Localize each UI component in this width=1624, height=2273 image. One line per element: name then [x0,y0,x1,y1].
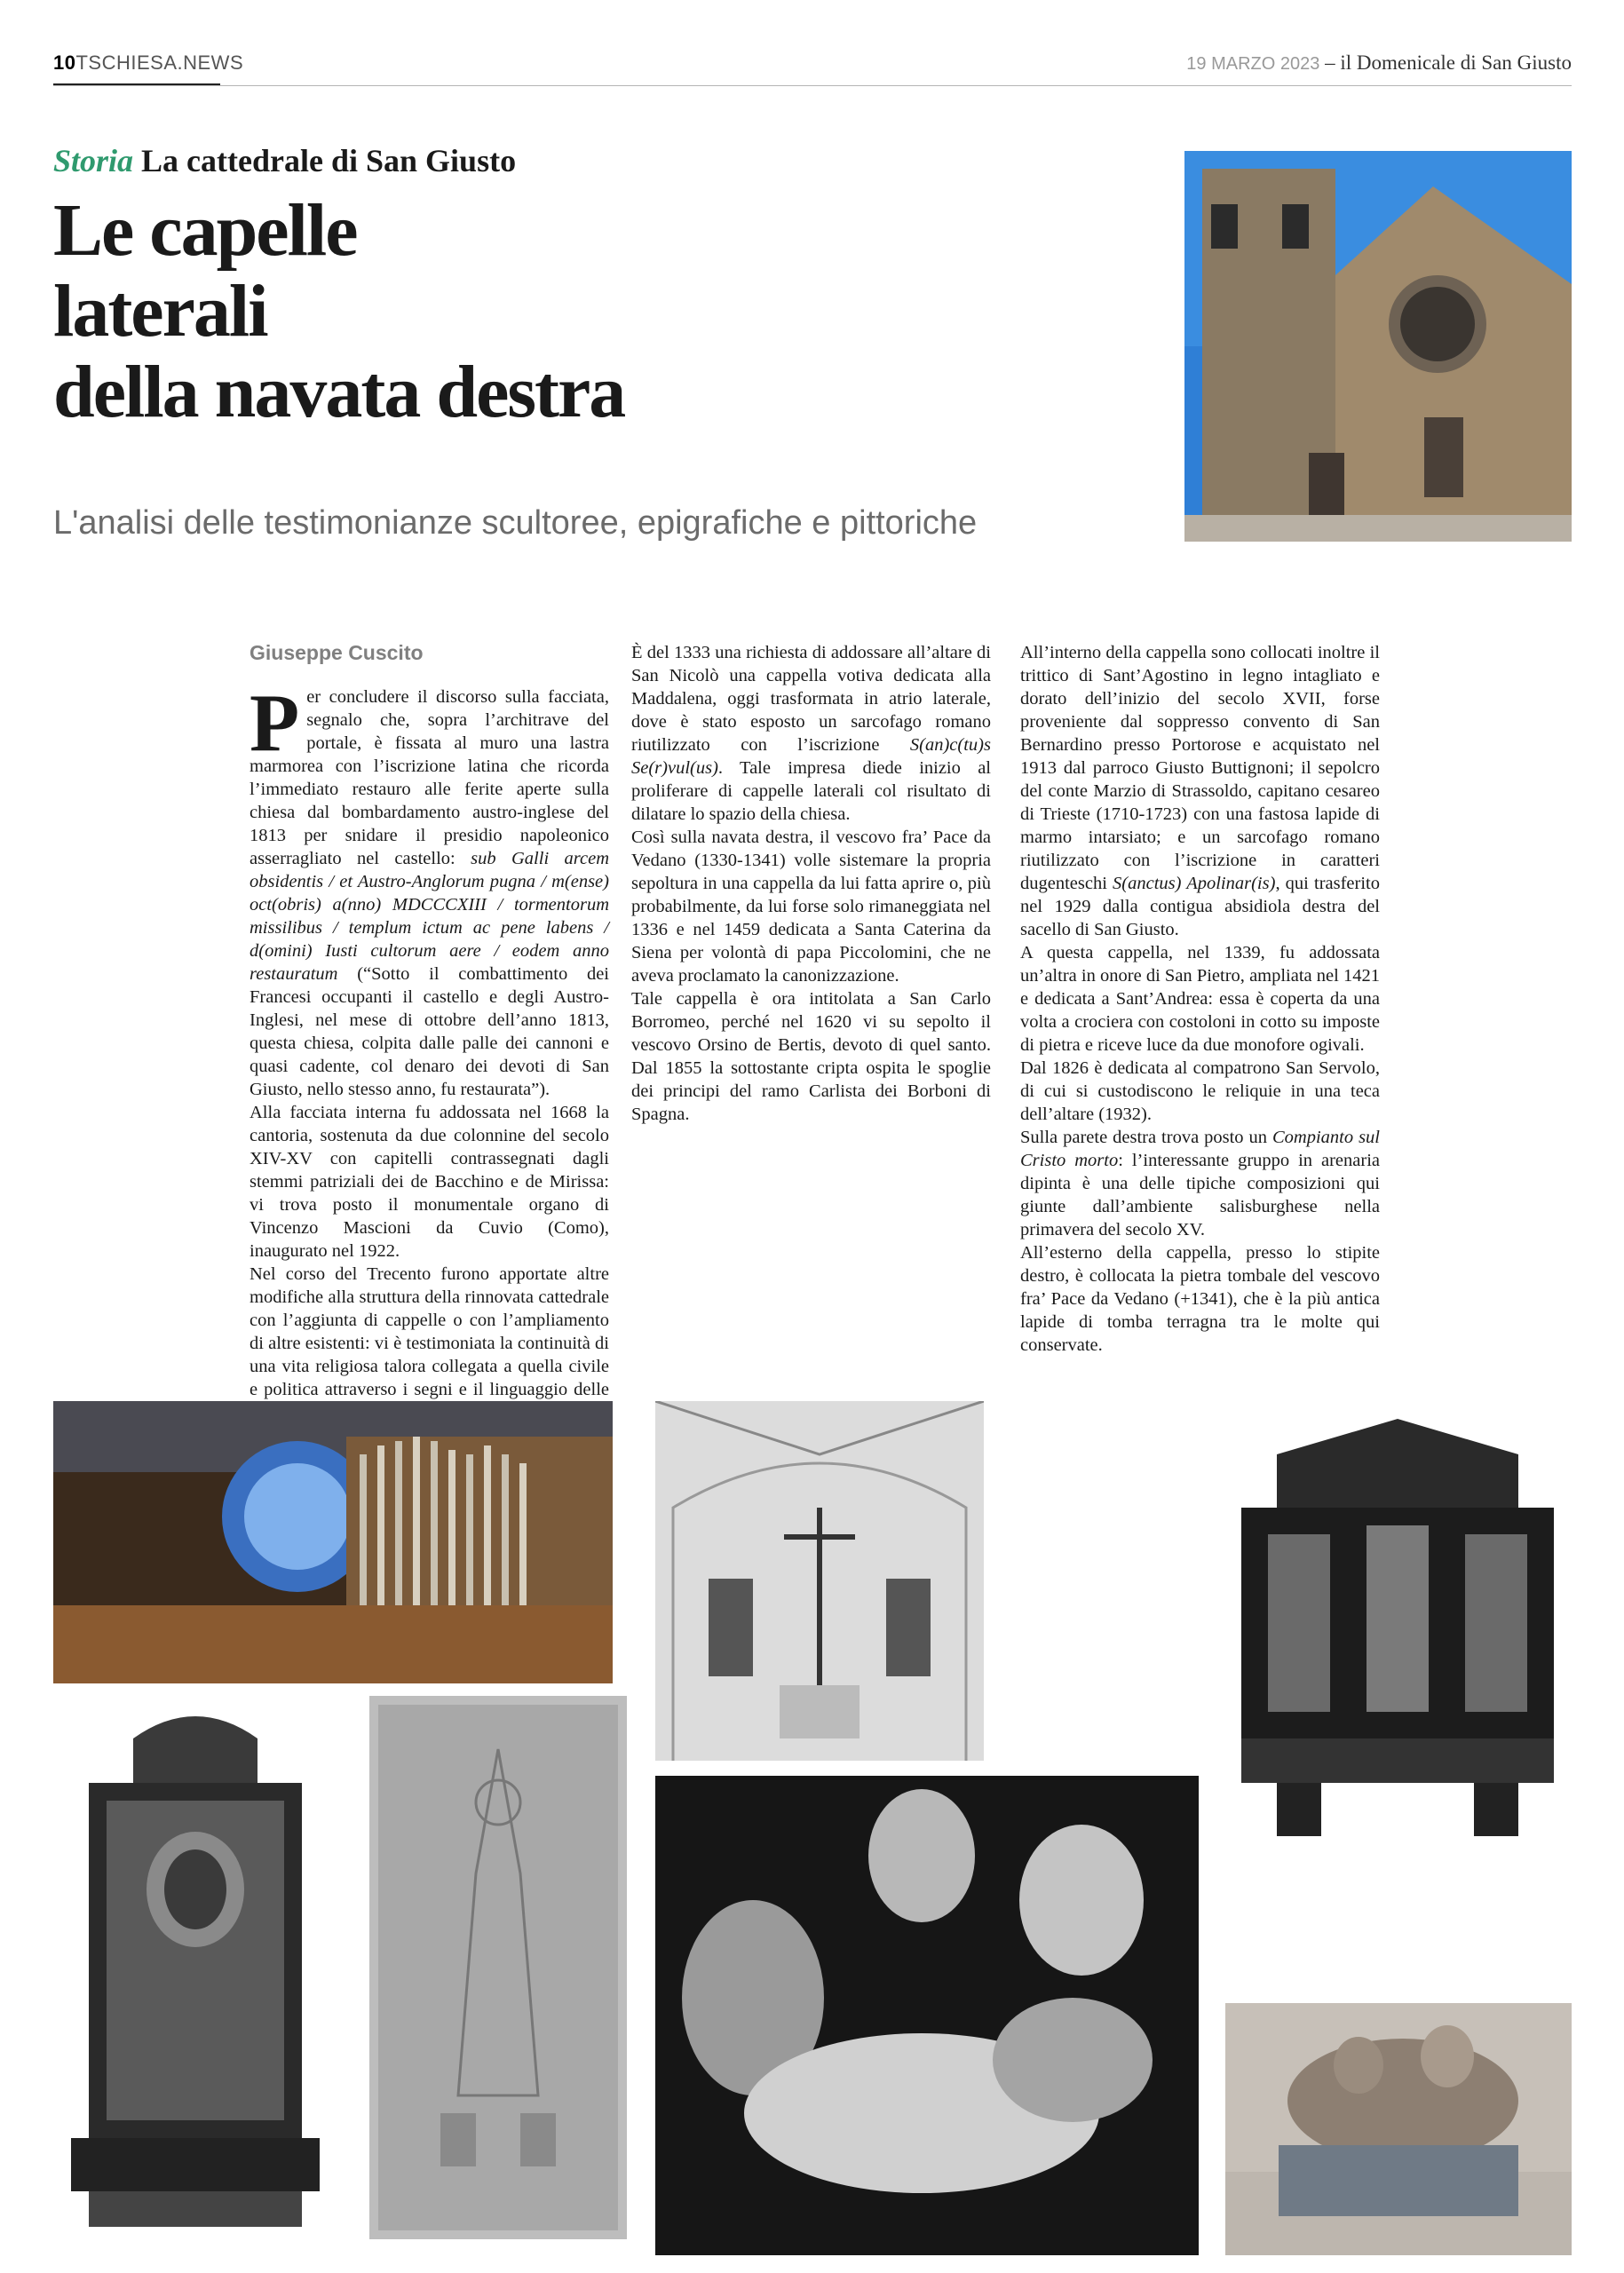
article-paragraph: All’interno della cappella sono collocati inoltre il trittico di Sant’Agostino in legno intagliato e dorato dell’inizio del secolo XVII, forse proveniente dal soppresso convento di San Bernardino presso Portorose e acquistato nel 1913 dal parroco Giusto Buttignoni; il sepolcro del conte Marzio di Strassoldo, capitano cesareo di Trieste (1710-1723) con una fastosa lapide di marmo intarsiato; e un sarcofago romano riutilizzato con l’iscrizione in caratteri dugenteschi S(anctus) Apolinar(is), qui trasferito nel 1929 dalla contigua absidiola destra del sacello di San Giusto. [1020,643,1380,939]
tomb-slab-photo [369,1696,627,2239]
section-label: Storia [53,143,134,178]
article-paragraph: Tale cappella è ora intitolata a San Carlo Borromeo, perché nel 1620 vi su sepolto il vescovo Orsino de Bertis, devoto di quel santo. Dal 1855 la sottostante cripta ospita le spoglie dei principi del ramo Carlista dei Borboni di Spagna. [631,989,991,1124]
kicker-topic: La cattedrale di San Giusto [141,143,517,178]
article-paragraph: È del 1333 una richiesta di addossare all’altare di San Nicolò una cappella votiva dedicata alla Maddalena, oggi trasformata in atrio laterale, dove è stato esposto un sarcofago romano riutilizzato con l’iscrizione S(an)c(tu)s Se(r)vul(us). Tale impresa diede inizio al proliferare di cappelle laterali col risultato di dilatare lo spazio della chiesa. [631,643,991,824]
compianto-bw-photo [655,1776,1199,2255]
subtitle: L'analisi delle testimonianze scultoree, epigrafiche e pittoriche [53,504,978,542]
article-column-3 [1020,641,1380,1357]
cathedral-facade-photo [1184,151,1572,542]
article-column-2 [631,641,991,1126]
headline [53,190,1119,432]
artwork-title: Compianto sul Cristo morto [1020,1128,1381,1170]
article-column-1 [250,677,609,1424]
latin-inscription: S(an)c(tu)s Se(r)vul(us) [631,735,991,778]
article-paragraph: Così sulla navata destra, il vescovo fra’ Pace da Vedano (1330-1341) volle sistemare la propria sepoltura in una cappella da lui fatta aprire o, più probabilmente, da lui forse solo rimaneggiata nel 1336 e nel 1459 dedicata a Santa Caterina da Siena per volontà di papa Piccolomini, che ne aveva proclamato la canonizzazione. [631,828,991,986]
compianto-color-photo [1225,2003,1572,2255]
publication-name: il Domenicale di San Giusto [1340,51,1572,74]
article-paragraph: Dal 1826 è dedicata al compatrono San Servolo, di cui si custodiscono le reliquie in una teca dell’altare (1932). [1020,1058,1380,1124]
triptych-altar-photo [1224,1401,1572,1858]
byline: Giuseppe Cuscito [250,641,424,664]
drop-cap: P [250,677,300,768]
header-left [53,51,243,75]
headline-line-2: laterali [53,270,267,352]
article-paragraph: Per concludere il discorso sulla facciata, segnalo che, sopra l’architrave del portale, è fissata al muro una lastra marmorea con l’iscrizione latina che ricorda l’immediato restauro alle ferite aperte sulla chiesa dal bombardamento austro-inglese del 1813 per snidare il presidio napoleonico asserragliato nel castello: sub Galli arcem obsidentis / et Austro-Anglorum pugna / m(ense) oct(obris) a(nno) MDCCCXIII / tormentorum missilibus / templum ictum ac pene labens / d(omini) Iusti cultorum aere / eodem anno restauratum (“Sotto il combattimento dei Francesi occupanti il castello e degli Austro-Inglesi, nel mese di ottobre dell’anno 1813, questa chiesa, colpita dalle palle dei cannoni e quasi cadente, col denaro dei devoti di San Giusto, nello stesso anno, fu restaurata”). [250,677,609,1099]
header-right [1186,51,1572,75]
article-paragraph: Alla facciata interna fu addossata nel 1668 la cantoria, sostenuta da due colonnine del secolo XIV-XV con capitelli contrassegnati dagli stemmi patriziali dei de Bacchino e de Mirissa: vi trova posto il monumentale organo di Vincenzo Mascioni da Cuvio (Como), inaugurato nel 1922. [250,1103,609,1261]
page-number: 10 [53,51,76,74]
organ-photo [53,1401,613,1683]
article-paragraph: All’esterno della cappella, presso lo stipite destro, è collocata la pietra tombale del vescovo fra’ Pace da Vedano (+1341), che è la più antica lapide di tomba terragna tra le molte qui conservate. [1020,1243,1380,1355]
latin-inscription: sub Galli arcem obsidentis / et Austro-Anglorum pugna / m(ense) oct(obris) a(nno) MDCCCXIII / tormentorum missilibus / templum ictum ac pene labens / d(omini) Iusti cultorum aere / eodem anno restauratum [250,849,609,984]
site-name[interactable]: TSCHIESA.NEWS [75,51,244,74]
article-paragraph: Sulla parete destra trova posto un Compianto sul Cristo morto: l’interessante gruppo in arenaria dipinta è una delle tipiche composizioni qui giunte dall’ambiente salisburghese nella primavera del secolo XV. [1020,1128,1381,1239]
chapel-crucifix-photo [655,1401,984,1761]
header-separator: – [1319,51,1341,74]
headline-line-3: della navata destra [53,351,625,433]
article-paragraph: Nel corso del Trecento furono apportate altre modifiche alla struttura della rinnovata cattedrale con l’aggiunta di cappelle o con l’ampliamento di altre esistenti: vi è testimoniata la continuità di una vita religiosa talora collegata a quella civile e politica attraverso i segni e il linguaggio delle [250,1264,609,1399]
kicker [53,142,516,179]
marble-tombstone-photo [53,1703,337,2239]
header-rule [53,85,1572,86]
issue-date: 19 MARZO 2023 [1186,54,1320,74]
latin-inscription: S(anctus) Apolinar(is) [1113,874,1276,893]
headline-line-1: Le capelle [53,189,357,272]
article-paragraph: A questa cappella, nel 1339, fu addossata un’altra in onore di San Pietro, ampliata nel 1421 e dedicata a Sant’Andrea: essa è coperta da una volta a crociera con costoloni in cotto su imposte di pietra e riceve luce da due monofore ogivali. [1020,943,1380,1055]
page-header [53,48,1572,87]
